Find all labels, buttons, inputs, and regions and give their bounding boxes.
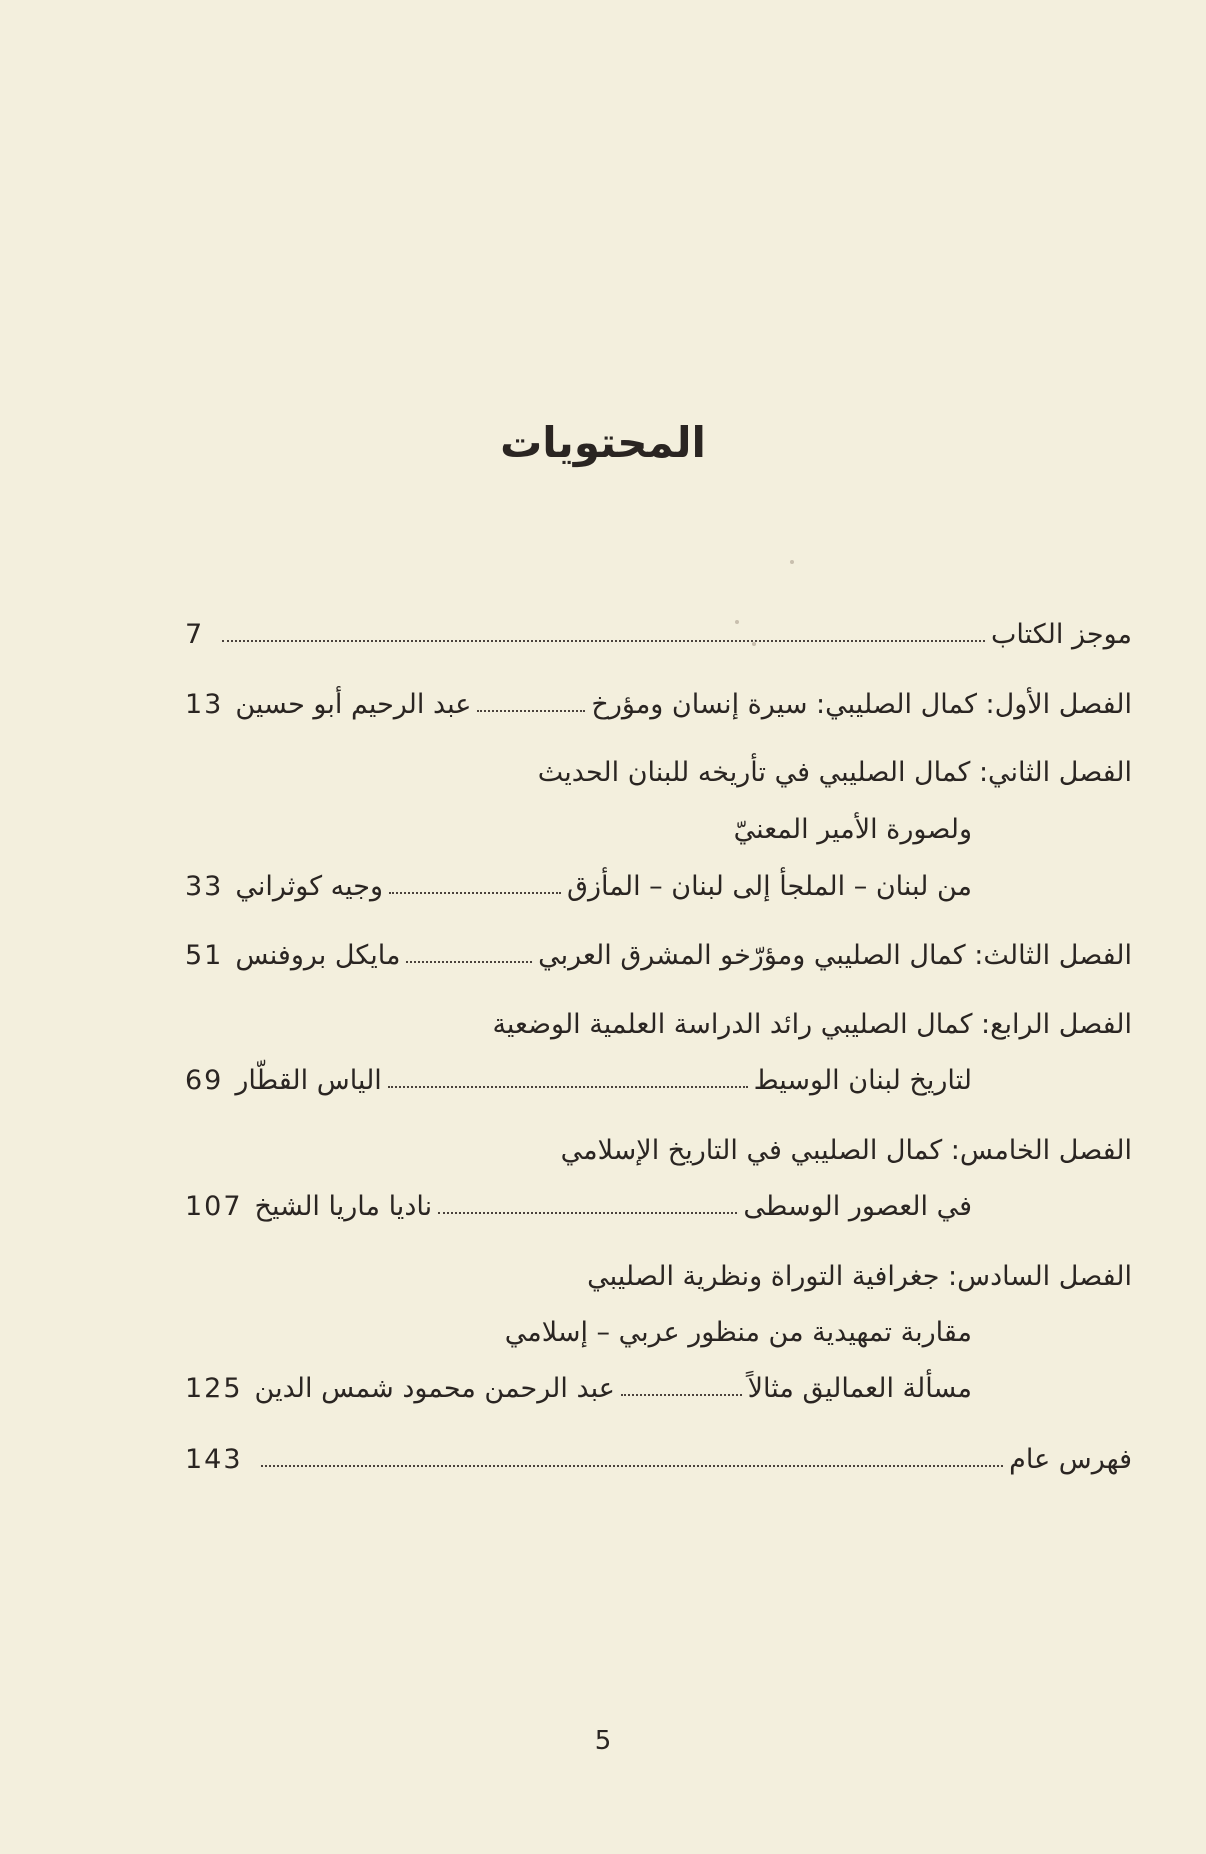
toc-entry-summary[interactable] <box>185 610 1132 650</box>
toc-entry-index[interactable] <box>185 1435 1132 1475</box>
paper-speck <box>790 560 794 564</box>
entry-text: موجز الكتاب <box>990 619 1132 650</box>
entry-author: عبد الرحيم أبو حسين <box>235 689 472 720</box>
page-number: 5 <box>594 1726 612 1756</box>
entry-text: في العصور الوسطى <box>743 1191 972 1222</box>
entry-page-number: 51 <box>185 940 224 971</box>
page-title: المحتويات <box>500 418 706 467</box>
entry-text: مسألة العماليق مثالاً <box>747 1373 972 1404</box>
toc-entry-chapter-6-line-2 <box>185 1308 1132 1348</box>
leader-dots <box>388 1086 748 1088</box>
entry-author: الياس القطّار <box>235 1065 382 1096</box>
entry-page-number: 107 <box>185 1191 243 1222</box>
toc-entry-chapter-6-heading[interactable] <box>185 1252 1132 1292</box>
entry-text: الفصل الخامس: كمال الصليبي في التاريخ الإسلامي <box>560 1135 1132 1166</box>
toc-entry-chapter-5-heading[interactable] <box>185 1126 1132 1166</box>
entry-text: الفصل الرابع: كمال الصليبي رائد الدراسة العلمية الوضعية <box>492 1009 1132 1040</box>
toc-entry-chapter-4-heading[interactable] <box>185 1000 1132 1040</box>
entry-text: من لبنان – الملجأ إلى لبنان – المأزق <box>567 871 972 902</box>
entry-page-number: 33 <box>185 871 224 902</box>
leader-dots <box>621 1394 742 1396</box>
leader-dots <box>389 892 561 894</box>
toc-entry-chapter-4-line-2[interactable] <box>185 1056 1132 1096</box>
entry-page-number: 69 <box>185 1065 224 1096</box>
paper-speck <box>752 642 756 646</box>
entry-page-number: 13 <box>185 689 224 720</box>
leader-dots <box>438 1212 737 1214</box>
toc-entry-chapter-3[interactable] <box>185 931 1132 971</box>
entry-page-number: 7 <box>185 619 205 650</box>
entry-author: مايكل بروفنس <box>235 940 401 971</box>
toc-entry-chapter-1[interactable] <box>185 680 1132 720</box>
entry-author: ناديا ماريا الشيخ <box>254 1191 433 1222</box>
toc-entry-chapter-6-line-3[interactable] <box>185 1364 1132 1404</box>
entry-author: عبد الرحمن محمود شمس الدين <box>254 1373 615 1404</box>
entry-text: مقاربة تمهيدية من منظور عربي – إسلامي <box>504 1317 972 1348</box>
leader-dots <box>406 961 532 963</box>
entry-text: فهرس عام <box>1009 1444 1132 1475</box>
toc-entry-chapter-2-line-2 <box>185 805 1132 845</box>
toc-entry-chapter-5-line-2[interactable] <box>185 1182 1132 1222</box>
toc-entry-chapter-2-line-3[interactable] <box>185 862 1132 902</box>
paper-speck <box>735 620 739 624</box>
leader-dots <box>261 1465 1004 1467</box>
entry-text: الفصل الأول: كمال الصليبي: سيرة إنسان ومؤرخ <box>591 689 1132 720</box>
entry-text: الفصل السادس: جغرافية التوراة ونظرية الصليبي <box>587 1261 1132 1292</box>
entry-page-number: 143 <box>185 1444 243 1475</box>
leader-dots <box>222 640 985 642</box>
entry-text: الفصل الثالث: كمال الصليبي ومؤرّخو المشرق العربي <box>538 940 1132 971</box>
toc-entry-chapter-2-heading[interactable] <box>185 748 1132 788</box>
leader-dots <box>477 710 585 712</box>
entry-text: ولصورة الأمير المعنيّ <box>733 814 972 845</box>
entry-text: لتاريخ لبنان الوسيط <box>753 1065 972 1096</box>
entry-page-number: 125 <box>185 1373 243 1404</box>
entry-text: الفصل الثاني: كمال الصليبي في تأريخه للبنان الحديث <box>537 757 1132 788</box>
entry-author: وجيه كوثراني <box>235 871 384 902</box>
